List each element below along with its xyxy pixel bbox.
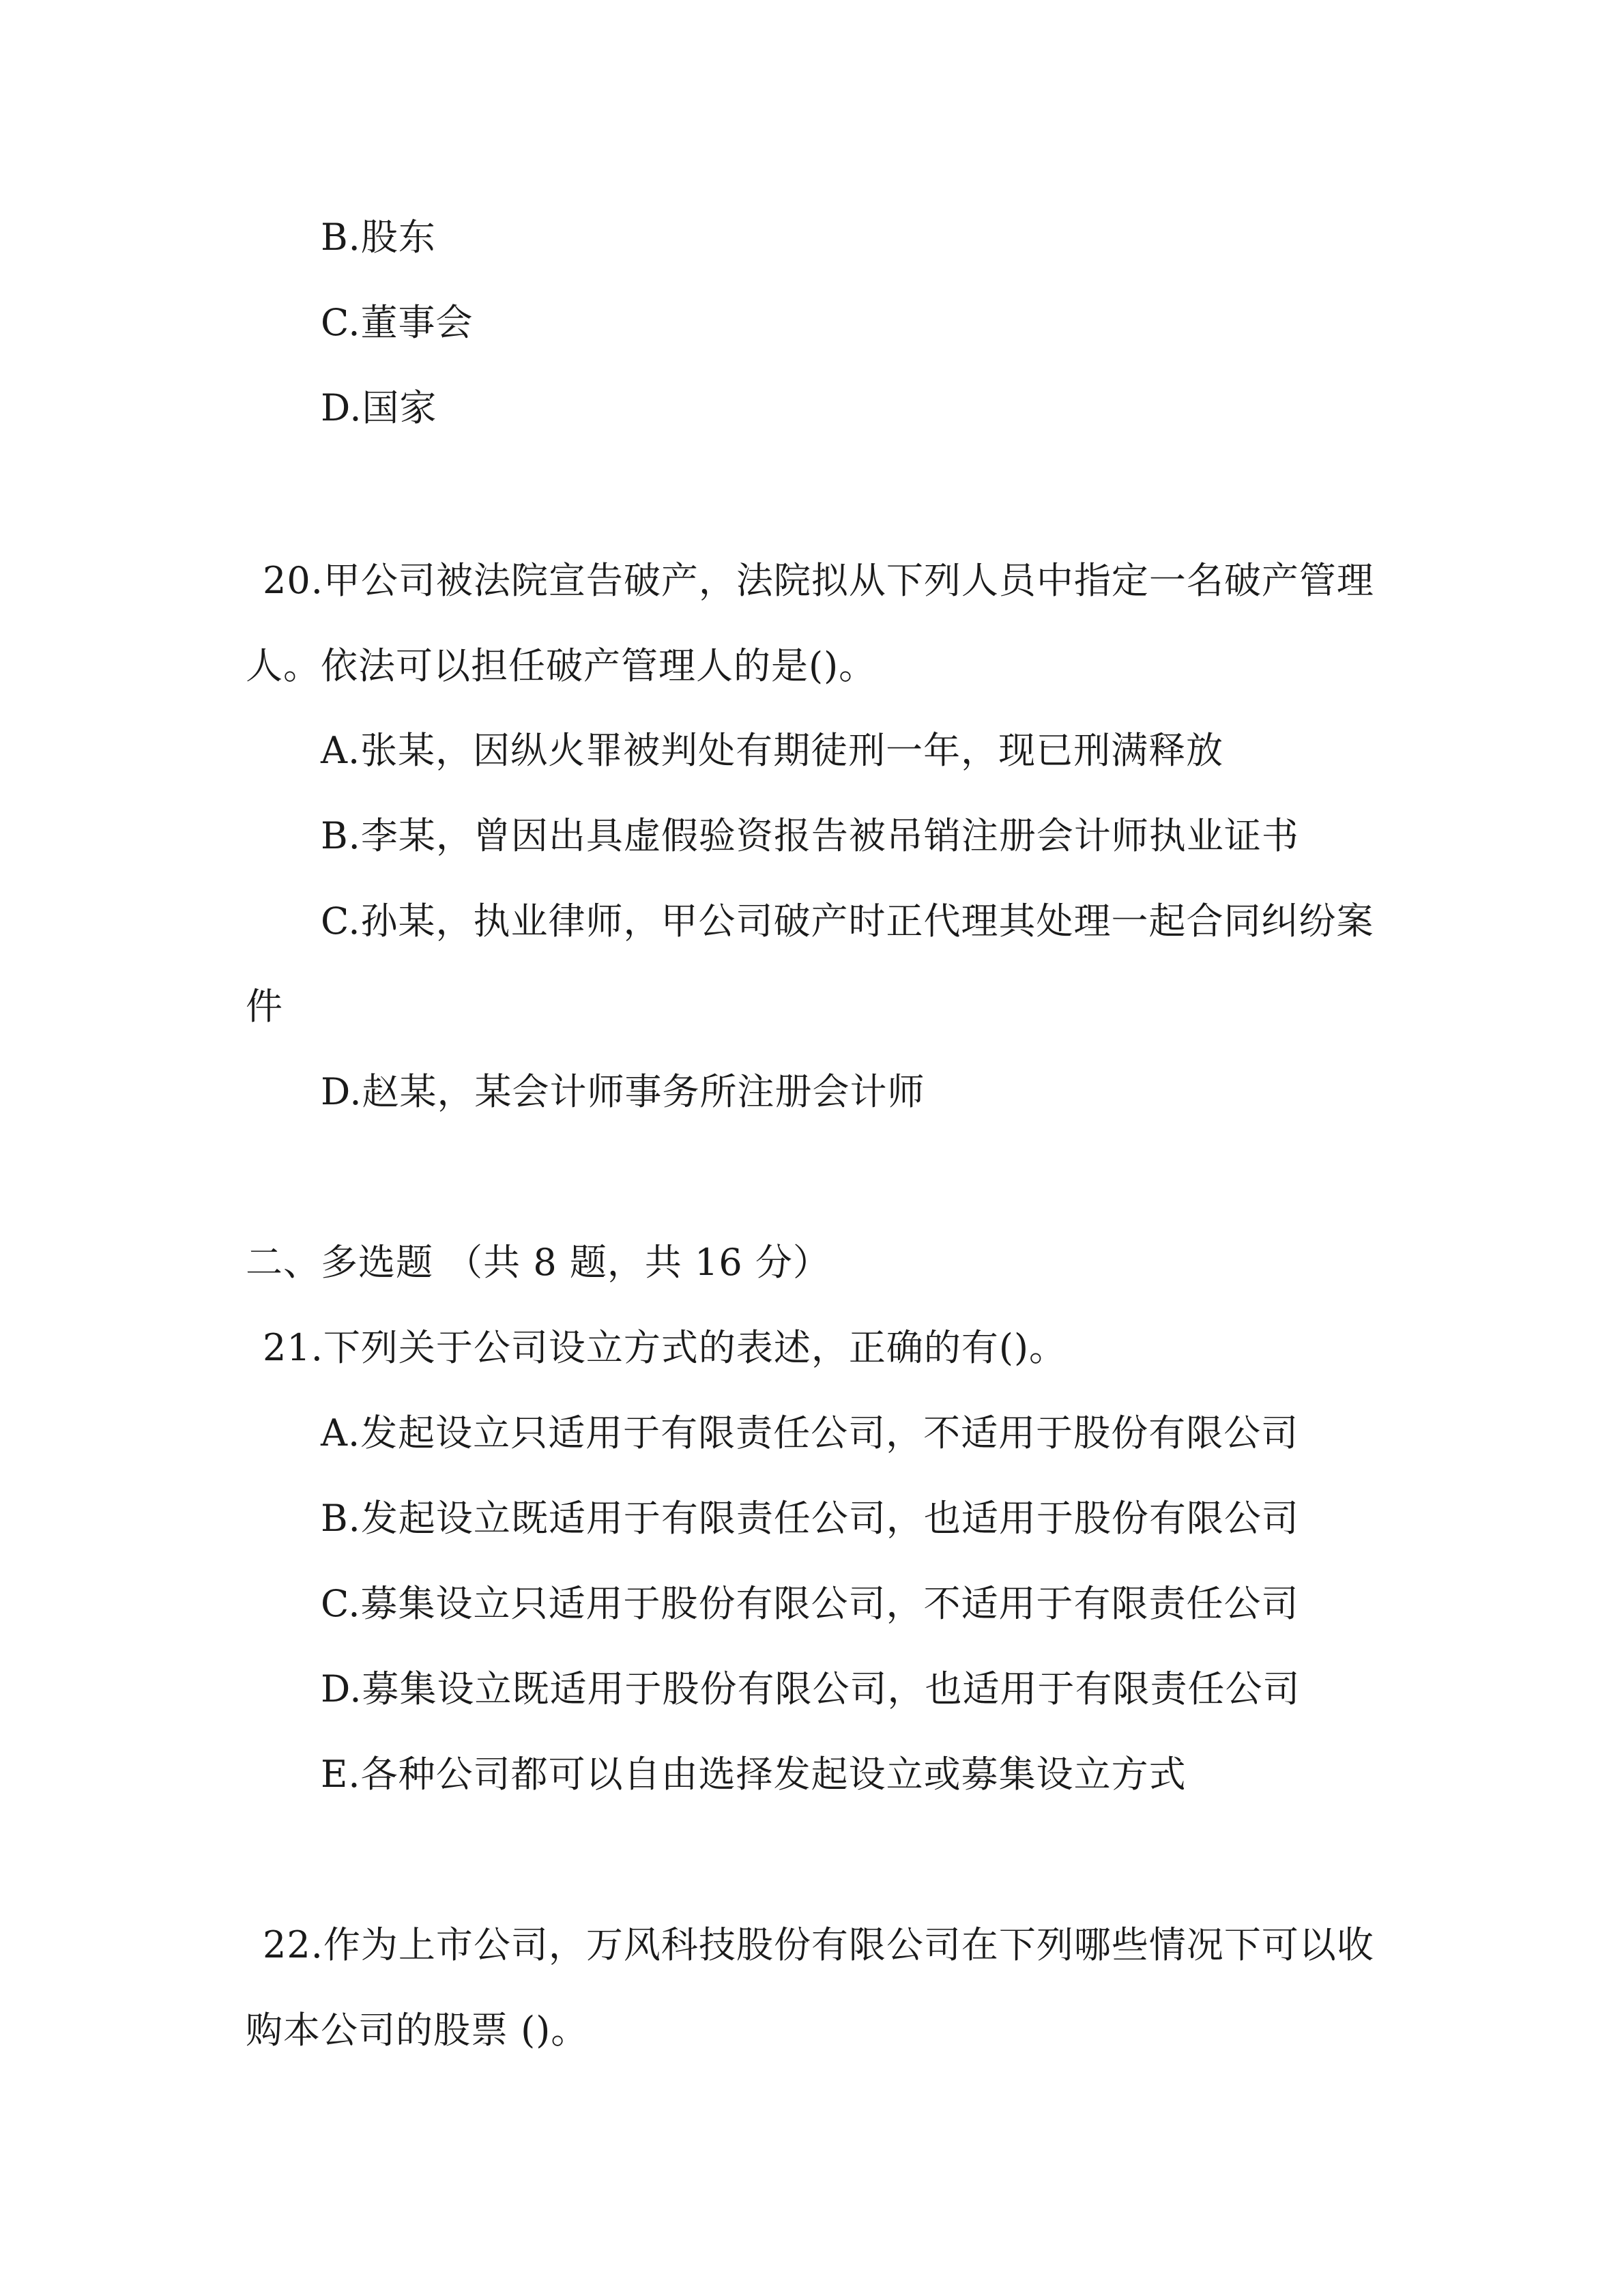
q20-option-a: A.张某，因纵火罪被判处有期徒刑一年，现已刑满释放 xyxy=(321,729,1224,772)
q20-option-d: D.赵某，某会计师事务所注册会计师 xyxy=(321,1070,925,1113)
q19-option-c: C.董事会 xyxy=(321,301,474,344)
q20-option-b: B.李某，曾因出具虚假验资报告被吊销注册会计师执业证书 xyxy=(321,814,1299,857)
q22-stem-line2: 购本公司的股票 ()。 xyxy=(246,2009,589,2052)
q21-option-a: A.发起设立只适用于有限责任公司，不适用于股份有限公司 xyxy=(321,1411,1299,1454)
section-title: 二、多选题 （共 8 题，共 16 分） xyxy=(246,1241,830,1284)
q21-option-d: D.募集设立既适用于股份有限公司，也适用于有限责任公司 xyxy=(321,1667,1301,1710)
q19-option-b: B.股东 xyxy=(321,216,436,259)
q20-option-c-line2: 件 xyxy=(246,985,283,1028)
q20-stem-line1: 20.甲公司被法院宣告破产，法院拟从下列人员中指定一名破产管理 xyxy=(263,559,1374,602)
q20-stem-line2: 人。依法可以担任破产管理人的是()。 xyxy=(246,644,877,687)
q19-option-d: D.国家 xyxy=(321,386,437,429)
q21-option-e: E.各种公司都可以自由选择发起设立或募集设立方式 xyxy=(321,1753,1187,1796)
q21-option-b: B.发起设立既适用于有限责任公司，也适用于股份有限公司 xyxy=(321,1497,1299,1540)
q20-option-c-line1: C.孙某，执业律师，甲公司破产时正代理其处理一起合同纠纷案 xyxy=(321,900,1374,943)
q22-stem-line1: 22.作为上市公司，万风科技股份有限公司在下列哪些情况下可以收 xyxy=(263,1923,1374,1966)
q21-stem: 21.下列关于公司设立方式的表述，正确的有()。 xyxy=(263,1326,1067,1369)
q21-option-c: C.募集设立只适用于股份有限公司，不适用于有限责任公司 xyxy=(321,1582,1299,1625)
